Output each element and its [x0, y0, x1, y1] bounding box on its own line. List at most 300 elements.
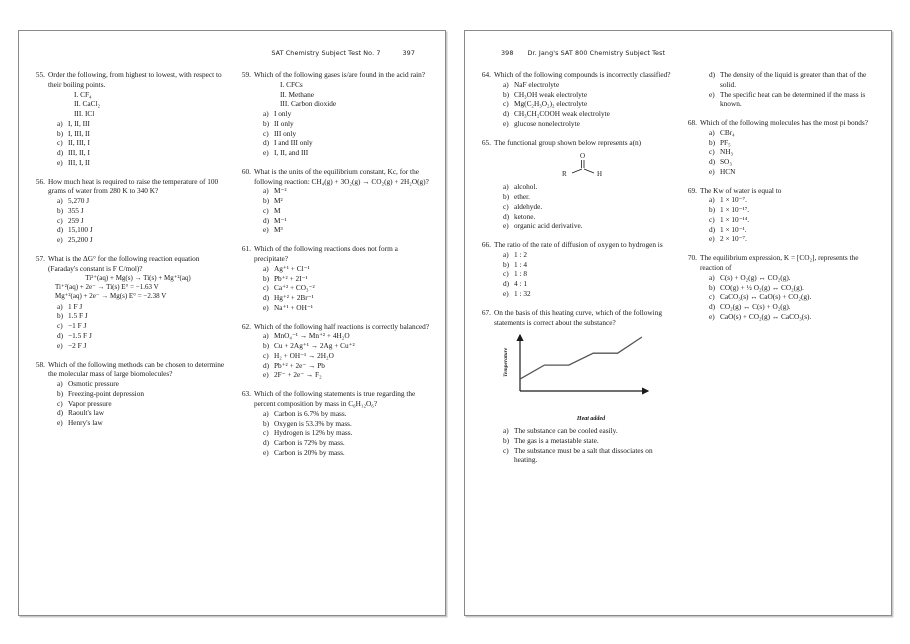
answer-option[interactable]	[48, 225, 225, 235]
question-stem: Order the following, from highest to lowest, with respect to their boiling points.	[48, 70, 222, 89]
answer-option[interactable]	[494, 250, 671, 260]
answer-option-label: e)	[709, 234, 715, 244]
answer-option[interactable]	[254, 419, 431, 429]
question-body	[494, 70, 671, 129]
answer-option-label: c)	[503, 201, 509, 211]
answer-option[interactable]	[254, 293, 431, 303]
answer-option[interactable]	[48, 148, 225, 158]
answer-option[interactable]	[700, 90, 877, 110]
answer-option-text: 355 J	[68, 205, 84, 215]
answer-option[interactable]	[700, 195, 877, 205]
question-number: 58.	[35, 359, 45, 369]
answer-option-text: −1 F J	[68, 321, 87, 331]
right-page-header-title: Dr. Jang's SAT 800 Chemistry Subject Test	[527, 49, 666, 57]
question-body	[254, 244, 431, 312]
question-stem: Which of the following gases is/are found in the acid rain?	[254, 70, 426, 79]
answer-option-label: e)	[57, 235, 63, 245]
answer-option[interactable]	[48, 206, 225, 216]
answer-option-label: c)	[263, 283, 269, 293]
answer-option-label: c)	[263, 128, 269, 138]
answer-option[interactable]	[700, 225, 877, 235]
answer-option[interactable]	[254, 448, 431, 458]
answer-option[interactable]	[48, 418, 225, 428]
answer-option-label: e)	[263, 148, 269, 158]
answer-option-text: glucose nonelectrolyte	[514, 118, 580, 128]
answer-option-text: M²	[274, 196, 283, 206]
answer-option-text: CaCO₃(s) ↔ CaO(s) + CO₂(g).	[720, 292, 812, 302]
question-number	[685, 70, 700, 109]
question-body	[494, 138, 671, 232]
answer-option-text: Carbon is 72% by mass.	[274, 438, 345, 448]
answer-option[interactable]	[494, 269, 671, 279]
answer-options-list	[254, 109, 431, 158]
answer-options-list	[48, 119, 225, 168]
answer-option[interactable]	[700, 215, 877, 225]
heating-curve-svg	[498, 331, 658, 413]
question-stem: Which of the following methods can be chosen to determine the molecular mass of large biomolecules?	[48, 359, 225, 379]
question-number: 63.	[241, 389, 251, 399]
answer-option[interactable]	[254, 264, 431, 274]
answer-option[interactable]	[48, 399, 225, 409]
question-stem: Which of the following reactions does not form a precipitate?	[254, 244, 398, 264]
question-body	[48, 177, 225, 245]
answer-option[interactable]	[254, 331, 431, 341]
question-block	[685, 118, 877, 177]
answer-option[interactable]	[254, 206, 431, 216]
answer-option[interactable]	[700, 167, 877, 177]
answer-option-label: d)	[57, 330, 64, 340]
answer-options-list	[700, 70, 877, 109]
answer-option-text: 15,100 J	[68, 225, 93, 235]
answer-option-text: Cu + 2Ag⁺¹ → 2Ag + Cu⁺²	[274, 341, 355, 351]
answer-option-label: d)	[263, 293, 270, 303]
answer-options-list	[48, 379, 225, 428]
answer-option-text: Osmotic pressure	[68, 379, 119, 389]
answer-option-text: 1 : 4	[514, 259, 527, 269]
answer-option[interactable]	[48, 379, 225, 389]
question-body	[494, 308, 671, 465]
answer-option[interactable]	[254, 438, 431, 448]
answer-option-label: b)	[57, 311, 64, 321]
answer-option-label: b)	[57, 128, 64, 138]
question-stem: What is the units of the equilibrium constant, Kc, for the following reaction: CH₄(g) + 3O₂(g) → CO₂(g) + 2H₂O(g)?	[254, 166, 429, 186]
left-column-2	[239, 70, 431, 467]
answer-option[interactable]	[48, 321, 225, 331]
answer-option-text: Ca⁺² + CO₃⁻²	[274, 283, 315, 293]
question-block	[685, 253, 877, 321]
answer-option-text: 1.5 F J	[68, 311, 88, 321]
answer-option[interactable]	[254, 109, 431, 119]
answer-option-text: The substance can be cooled easily.	[514, 426, 618, 436]
answer-option-text: Mg(C₂H₃O₂)₂ electrolyte	[514, 99, 588, 109]
answer-option[interactable]	[254, 196, 431, 206]
answer-option-text: M⁻²	[274, 186, 287, 196]
answer-option[interactable]	[48, 129, 225, 139]
answer-option-text: organic acid derivative.	[514, 221, 583, 231]
answer-option[interactable]	[48, 119, 225, 129]
answer-option-label: b)	[263, 341, 270, 351]
answer-option-text: 4 : 1	[514, 279, 527, 289]
answer-option[interactable]	[254, 428, 431, 438]
answer-option-label: e)	[57, 418, 63, 428]
answer-option[interactable]	[48, 235, 225, 245]
answer-option-label: d)	[57, 408, 64, 418]
answer-option-text: 1 × 10⁻¹⁷.	[720, 205, 750, 215]
roman-numeral-list	[254, 80, 431, 109]
answer-option[interactable]	[254, 370, 431, 380]
answer-option[interactable]	[494, 279, 671, 289]
question-number: 66.	[481, 240, 491, 250]
answer-option[interactable]	[700, 205, 877, 215]
answer-option-label: c)	[263, 205, 269, 215]
answer-option-text: II, III, I	[68, 138, 90, 148]
question-block	[33, 254, 225, 350]
answer-option-text: 2F⁻ + 2e⁻ → F₂	[274, 370, 322, 380]
answer-option-label: d)	[503, 109, 510, 119]
roman-list-item: II. Methane	[280, 89, 315, 99]
answer-option-text: I, III, II	[68, 128, 90, 138]
answer-option-label: d)	[263, 360, 270, 370]
answer-option[interactable]	[700, 138, 877, 148]
answer-option-label: c)	[263, 428, 269, 438]
answer-option-text: CO₂(g) ↔ C(s) + O₂(g).	[720, 302, 791, 312]
reaction-equation: Ti²⁺(aq) + Mg(s) → Ti(s) + Mg⁺²(aq)	[85, 273, 191, 282]
question-block	[239, 70, 431, 158]
answer-option-label: d)	[263, 138, 270, 148]
answer-option-label: b)	[709, 137, 716, 147]
question-stem: Which of the following molecules has the most pi bonds?	[700, 118, 868, 128]
question-stem: Which of the following half reactions is correctly balanced?	[254, 321, 430, 331]
question-block	[239, 322, 431, 381]
left-column-1	[33, 70, 225, 467]
question-number: 64.	[481, 70, 491, 79]
answer-option-text: The substance must be a salt that dissociates on heating.	[514, 445, 653, 465]
answer-options-list	[254, 186, 431, 235]
answer-option[interactable]	[700, 292, 877, 302]
answer-option-text: ketone.	[514, 211, 536, 221]
question-stem: The Kᴡ of water is equal to	[700, 185, 782, 195]
answer-options-list	[700, 195, 877, 244]
answer-option[interactable]	[700, 302, 877, 312]
answer-option-label: c)	[57, 215, 63, 225]
answer-option[interactable]	[48, 408, 225, 418]
x-axis-label: Heat added	[576, 416, 606, 423]
answer-options-list	[254, 409, 431, 458]
answer-option[interactable]	[494, 289, 671, 299]
answer-option-label: e)	[263, 302, 269, 312]
answer-option[interactable]	[254, 409, 431, 419]
answer-option-label: a)	[57, 196, 63, 206]
roman-numeral-list	[48, 90, 225, 119]
answer-option-text: Carbon is 20% by mass.	[274, 447, 345, 457]
right-book-page	[464, 30, 892, 616]
answer-option-text: The gas is a metastable state.	[514, 435, 599, 445]
answer-option[interactable]	[48, 158, 225, 168]
question-body	[48, 254, 225, 350]
question-number: 59.	[241, 70, 251, 79]
answer-option-label: b)	[263, 418, 270, 428]
answer-option[interactable]	[700, 234, 877, 244]
answer-options-list	[494, 426, 671, 465]
question-stem: Which of the following statements is true regarding the percent composition by mass in C₆H₁₂O₆?	[254, 389, 416, 408]
answer-option[interactable]	[48, 302, 225, 312]
answer-option-label: e)	[709, 311, 715, 321]
answer-option-label: a)	[709, 272, 715, 282]
answer-option-text: 1 × 10⁻⁷.	[720, 195, 747, 205]
answer-option-label: e)	[57, 157, 63, 167]
answer-option-label: c)	[263, 350, 269, 360]
answer-option-text: HCN	[720, 166, 736, 176]
question-number: 61.	[241, 244, 251, 254]
answer-option-label: c)	[503, 99, 509, 109]
answer-option-label: b)	[709, 205, 716, 215]
answer-option-label: c)	[57, 138, 63, 148]
answer-options-list	[48, 196, 225, 245]
answer-option[interactable]	[494, 192, 671, 202]
answer-option-text: Hydrogen is 12% by mass.	[274, 428, 353, 438]
answer-option-text: C(s) + O₂(g) ↔ CO₂(g).	[720, 272, 791, 282]
aldehyde-skeletal-diagram	[554, 149, 612, 179]
answer-option[interactable]	[700, 70, 877, 90]
answer-options-list	[700, 273, 877, 322]
answer-option-text: MnO₄⁻¹ → Mn⁺² + 4H₂O	[274, 331, 350, 341]
answer-option-text: The density of the liquid is greater than that of the solid.	[720, 70, 867, 89]
answer-option-text: I and III only	[274, 138, 313, 148]
answer-option-text: SO₃	[720, 157, 732, 167]
y-axis-label: Temperature	[503, 347, 509, 378]
question-body	[254, 167, 431, 235]
answer-option[interactable]	[254, 274, 431, 284]
answer-option[interactable]	[494, 221, 671, 231]
answer-option-label: a)	[263, 186, 269, 196]
question-stem: The equilibrium expression, K = [CO₂], represents the reaction of	[700, 253, 859, 273]
answer-option-label: d)	[709, 157, 716, 167]
answer-option[interactable]	[254, 225, 431, 235]
answer-option-label: e)	[263, 447, 269, 457]
answer-option-label: a)	[263, 331, 269, 341]
answer-option[interactable]	[254, 283, 431, 293]
answer-option[interactable]	[48, 331, 225, 341]
answer-option[interactable]	[254, 351, 431, 361]
answer-option[interactable]	[494, 80, 671, 90]
answer-option-text: 1 : 8	[514, 269, 527, 279]
answer-option[interactable]	[494, 109, 671, 119]
answer-option-label: b)	[57, 388, 64, 398]
reaction-equation: Ti⁺²(aq) + 2e⁻ → Ti(s) E° = −1.63 V	[55, 282, 159, 291]
answer-option[interactable]	[700, 147, 877, 157]
answer-option-label: e)	[503, 221, 509, 231]
svg-text:R: R	[561, 170, 567, 179]
answer-option[interactable]	[254, 341, 431, 351]
answer-option[interactable]	[700, 273, 877, 283]
answer-option-text: −1.5 F J	[68, 330, 92, 340]
question-body	[254, 322, 431, 381]
question-number: 57.	[35, 254, 45, 264]
answer-option-text: 1 F J	[68, 301, 83, 311]
answer-option-label: b)	[503, 259, 510, 269]
answer-option-label: e)	[263, 370, 269, 380]
left-page-columns	[33, 70, 431, 467]
svg-text:O: O	[579, 152, 585, 161]
answer-option-text: III, II, I	[68, 148, 90, 158]
answer-option[interactable]	[254, 119, 431, 129]
question-body	[48, 70, 225, 168]
answer-option-text: Raoult's law	[68, 408, 104, 418]
answer-options-list	[494, 250, 671, 299]
answer-option-label: b)	[503, 435, 510, 445]
answer-option[interactable]	[254, 361, 431, 371]
answer-option[interactable]	[494, 90, 671, 100]
reaction-equation: Mg⁺²(aq) + 2e⁻ → Mg(s) E° = −2.38 V	[55, 292, 167, 301]
answer-option-label: b)	[263, 273, 270, 283]
answer-option[interactable]	[700, 128, 877, 138]
answer-option-label: b)	[263, 196, 270, 206]
aldehyde-structure-figure	[494, 149, 671, 179]
question-block	[33, 70, 225, 168]
heating-curve-chart	[498, 331, 668, 423]
answer-option-label: d)	[709, 70, 716, 79]
question-block	[33, 177, 225, 245]
answer-option-text: M	[274, 205, 281, 215]
answer-option[interactable]	[48, 196, 225, 206]
answer-option[interactable]	[700, 283, 877, 293]
answer-option-text: Hg⁺² + 2Br⁻¹	[274, 293, 314, 303]
answer-option[interactable]	[254, 148, 431, 158]
answer-option-label: c)	[57, 398, 63, 408]
answer-option[interactable]	[254, 186, 431, 196]
question-body	[48, 360, 225, 428]
answer-option-text: 259 J	[68, 215, 84, 225]
answer-option[interactable]	[254, 129, 431, 139]
answer-option[interactable]	[494, 182, 671, 192]
answer-option[interactable]	[494, 202, 671, 212]
question-number: 68.	[687, 118, 697, 128]
answer-option-text: alcohol.	[514, 182, 538, 192]
answer-option-text: Henry's law	[68, 418, 103, 428]
answer-option-text: 25,200 J	[68, 235, 93, 245]
answer-option-label: d)	[57, 225, 64, 235]
answer-option-label: e)	[503, 118, 509, 128]
answer-option-label: b)	[709, 282, 716, 292]
question-block	[479, 308, 671, 465]
answer-option-text: Na⁺¹ + OH⁻¹	[274, 302, 313, 312]
answer-option-label: a)	[57, 379, 63, 389]
answer-option[interactable]	[494, 212, 671, 222]
answer-option[interactable]	[48, 311, 225, 321]
answer-option-text: NH₃	[720, 147, 734, 157]
answer-option-text: Freezing-point depression	[68, 388, 144, 398]
answer-option-text: H₂ + OH⁻¹ → 2H₂O	[274, 350, 334, 360]
answer-option-label: d)	[709, 302, 716, 312]
answer-option[interactable]	[254, 138, 431, 148]
answer-options-list	[494, 80, 671, 129]
answer-option[interactable]	[254, 303, 431, 313]
question-stem: The functional group shown below represents a(n)	[494, 137, 642, 147]
roman-list-item: III. ICl	[74, 109, 95, 119]
answer-option-text: −2 F J	[68, 340, 87, 350]
left-page-header-title: SAT Chemistry Subject Test No. 7	[271, 49, 381, 57]
answer-option-label: a)	[503, 426, 509, 436]
question-block	[239, 244, 431, 312]
answer-option-label: a)	[263, 263, 269, 273]
answer-option-text: NaF electrolyte	[514, 79, 560, 89]
answer-option-label: c)	[503, 269, 509, 279]
answer-option-text: 2 × 10⁻⁷.	[720, 234, 747, 244]
answer-option[interactable]	[494, 426, 671, 436]
answer-option-text: Pb⁺² + 2I⁻¹	[274, 273, 308, 283]
answer-option-text: CH₃OH weak electrolyte	[514, 89, 588, 99]
question-number: 62.	[241, 321, 251, 331]
question-number: 55.	[35, 70, 45, 79]
question-block	[479, 138, 671, 232]
answer-option-text: M⁻¹	[274, 215, 287, 225]
answer-option[interactable]	[700, 157, 877, 167]
answer-option-label: a)	[57, 118, 63, 128]
answer-option-label: c)	[503, 445, 509, 455]
answer-option-text: CH₃CH₂COOH weak electrolyte	[514, 109, 610, 119]
answer-option-label: b)	[503, 89, 510, 99]
left-page-header	[33, 49, 431, 61]
answer-option-label: a)	[263, 109, 269, 119]
question-body	[700, 70, 877, 109]
answer-option[interactable]	[494, 99, 671, 109]
answer-option[interactable]	[48, 138, 225, 148]
right-column-1	[479, 70, 671, 474]
right-page-columns	[479, 70, 877, 474]
right-column-2	[685, 70, 877, 474]
answer-option-label: b)	[503, 192, 510, 202]
answer-option-label: a)	[503, 79, 509, 89]
answer-options-list	[48, 302, 225, 351]
answer-option[interactable]	[494, 436, 671, 446]
answer-option[interactable]	[48, 216, 225, 226]
answer-option[interactable]	[494, 260, 671, 270]
answer-option-label: d)	[263, 438, 270, 448]
question-block	[239, 389, 431, 457]
answer-options-list	[494, 182, 671, 231]
answer-option-text: III only	[274, 128, 297, 138]
answer-option-text: 1 × 10⁻¹.	[720, 224, 747, 234]
answer-option-text: I only	[274, 109, 292, 119]
roman-list-item: III. Carbon dioxide	[280, 99, 337, 109]
answer-option[interactable]	[254, 216, 431, 226]
question-number: 69.	[687, 185, 697, 195]
question-number: 60.	[241, 166, 251, 176]
answer-option-text: Pb⁺² + 2e⁻ → Pb	[274, 360, 325, 370]
answer-option[interactable]	[494, 446, 671, 466]
answer-option-label: a)	[503, 182, 509, 192]
answer-option[interactable]	[494, 119, 671, 129]
answer-option-text: CBr₄	[720, 127, 735, 137]
answer-option[interactable]	[700, 312, 877, 322]
answer-options-list	[700, 128, 877, 177]
answer-option-text: The specific heat can be determined if the mass is known.	[720, 89, 866, 109]
answer-option-text: aldehyde.	[514, 201, 543, 211]
answer-option[interactable]	[48, 389, 225, 399]
question-number: 67.	[481, 307, 491, 317]
roman-list-item: II. CaCl₂	[74, 99, 101, 109]
question-stem: Which of the following compounds is incorrectly classified?	[494, 70, 671, 79]
answer-option[interactable]	[48, 341, 225, 351]
answer-option-label: d)	[503, 211, 510, 221]
answer-option-label: e)	[263, 225, 269, 235]
question-body	[700, 186, 877, 245]
answer-option-text: Carbon is 6.7% by mass.	[274, 408, 347, 418]
answer-option-text: M³	[274, 225, 283, 235]
answer-option-text: 1 × 10⁻¹⁴.	[720, 214, 750, 224]
question-number: 65.	[481, 137, 491, 147]
answer-option-text: 1 : 2	[514, 249, 527, 259]
